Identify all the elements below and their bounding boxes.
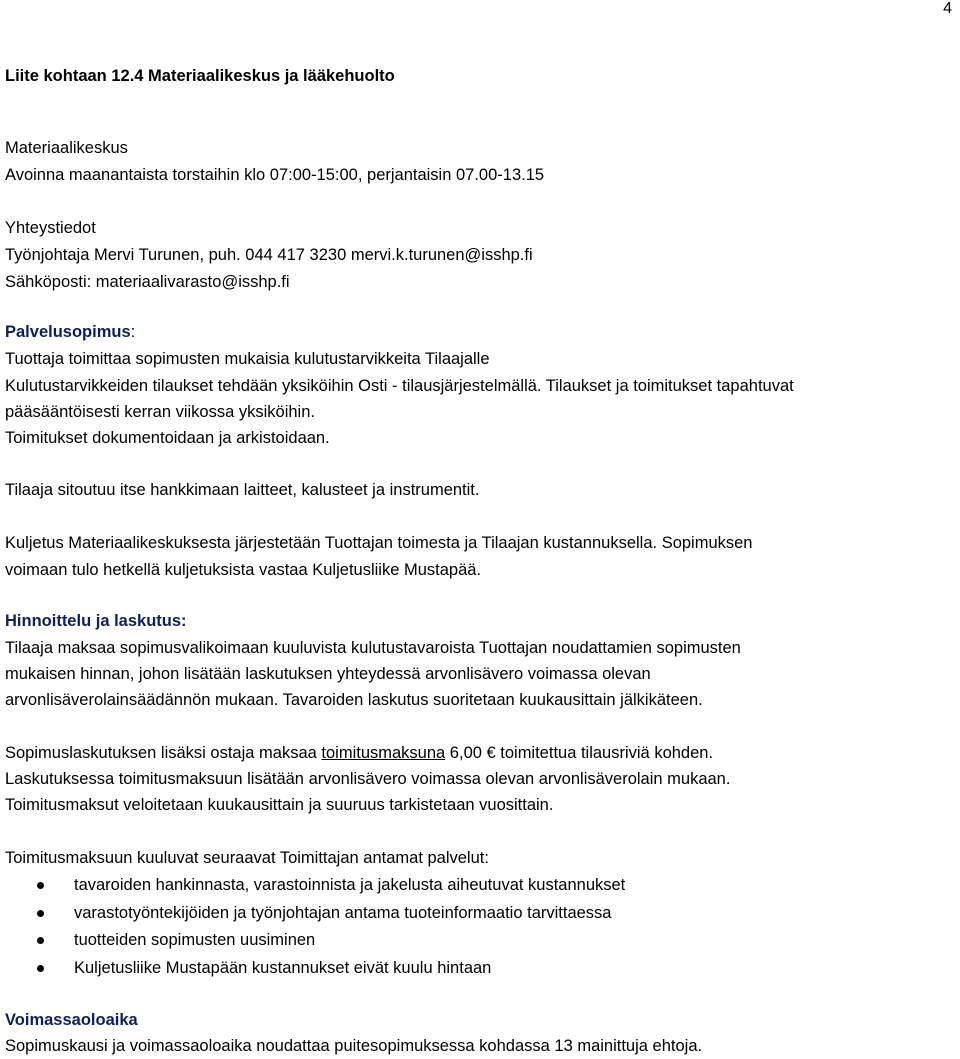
service-agreement-paragraph: Tilaaja sitoutuu itse hankkimaan laitteet, kalusteet ja instrumentit. [5, 481, 480, 499]
pricing-title: Hinnoittelu ja laskutus: [5, 612, 187, 630]
service-agreement-line: Tuottaja toimittaa sopimusten mukaisia kulutustarvikkeita Tilaajalle [5, 350, 490, 368]
service-agreement-line: voimaan tulo hetkellä kuljetuksista vastaa Kuljetusliike Mustapää. [5, 561, 482, 579]
delivery-fee-post: 6,00 € toimitettua tilausriviä kohden. [445, 744, 714, 762]
contacts-email: Sähköposti: materiaalivarasto@isshp.fi [5, 273, 290, 291]
page-heading: Liite kohtaan 12.4 Materiaalikeskus ja lääkehuolto [5, 67, 395, 85]
list-item-text: tavaroiden hankinnasta, varastoinnista ja jakelusta aiheutuvat kustannukset [74, 876, 626, 894]
material-center-hours: Avoinna maanantaista torstaihin klo 07:00-15:00, perjantaisin 07.00-13.15 [5, 166, 545, 184]
validity-text: Sopimuskausi ja voimassaoloaika noudattaa puitesopimuksessa kohdassa 13 mainittuja ehtoja. [5, 1037, 703, 1055]
list-item-text: tuotteiden sopimusten uusiminen [74, 931, 316, 949]
page-number: 4 [943, 0, 952, 17]
delivery-fee-term: toimitusmaksuna [321, 744, 446, 762]
bullet-icon [37, 910, 44, 917]
material-center-name: Materiaalikeskus [5, 139, 128, 157]
service-agreement-line: Kulutustarvikkeiden tilaukset tehdään yksiköihin Osti - tilausjärjestelmällä. Tilaukset ja toimitukset tapahtuvat [5, 377, 794, 395]
bullet-icon [37, 965, 44, 972]
service-agreement-heading [5, 322, 135, 342]
bullet-icon [37, 937, 44, 944]
list-item-text: Kuljetusliike Mustapään kustannukset eivät kuulu hintaan [74, 959, 492, 977]
pricing-line: Toimitusmaksut veloitetaan kuukausittain ja suuruus tarkistetaan vuosittain. [5, 796, 554, 814]
service-agreement-title: Palvelusopimus [5, 323, 131, 341]
services-intro: Toimitusmaksuun kuuluvat seuraavat Toimittajan antamat palvelut: [5, 849, 489, 867]
service-agreement-line: pääsääntöisesti kerran viikossa yksiköihin. [5, 403, 315, 421]
contacts-title: Yhteystiedot [5, 219, 96, 237]
pricing-line: Laskutuksessa toimitusmaksuun lisätään arvonlisävero voimassa olevan arvonlisäverolain mukaan. [5, 770, 731, 788]
service-agreement-line: Toimitukset dokumentoidaan ja arkistoidaan. [5, 429, 330, 447]
delivery-fee-line [5, 743, 713, 763]
delivery-fee-pre: Sopimuslaskutuksen lisäksi ostaja maksaa [5, 744, 322, 762]
list-item-text: varastotyöntekijöiden ja työnjohtajan antama tuoteinformaatio tarvittaessa [74, 904, 612, 922]
pricing-line: arvonlisäverolainsäädännön mukaan. Tavaroiden laskutus suoritetaan kuukausittain jälkikäteen. [5, 691, 703, 709]
pricing-line: mukaisen hinnan, johon lisätään laskutuksen yhteydessä arvonlisävero voimassa olevan [5, 665, 651, 683]
contacts-supervisor: Työnjohtaja Mervi Turunen, puh. 044 417 3230 mervi.k.turunen@isshp.fi [5, 246, 533, 264]
service-agreement-colon: : [130, 323, 136, 341]
validity-title: Voimassaoloaika [5, 1011, 138, 1029]
service-agreement-line: Kuljetus Materiaalikeskuksesta järjestetään Tuottajan toimesta ja Tilaajan kustannuksella. Sopimuksen [5, 534, 753, 552]
pricing-line: Tilaaja maksaa sopimusvalikoimaan kuuluvista kulutustavaroista Tuottajan noudattamien sopimusten [5, 639, 741, 657]
bullet-icon [37, 882, 44, 889]
